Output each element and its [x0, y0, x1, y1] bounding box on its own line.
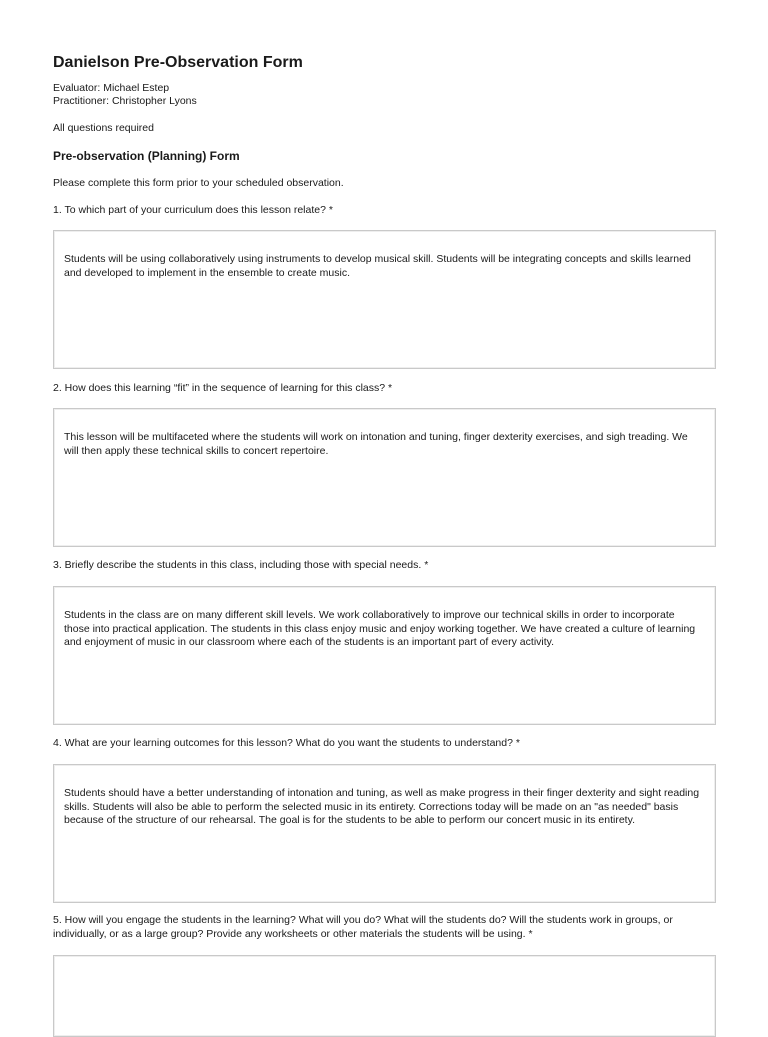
instructions: Please complete this form prior to your scheduled observation.: [53, 177, 344, 189]
question-3-answer: Students in the class are on many different skill levels. We work collaboratively to improve our technical skills in order to incorporate those into practical application. The students in this class enjoy music and enjoy working together. We have created a culture of learning and enjoyment of music in our classroom where each of the students is an important part of every activity.: [64, 609, 696, 649]
question-4-answer-box[interactable]: [53, 764, 716, 903]
question-5-answer-box[interactable]: [53, 955, 716, 1037]
section-title: Pre-observation (Planning) Form: [53, 149, 240, 163]
question-4-answer: Students should have a better understanding of intonation and tuning, as well as make progress in their finger dexterity and sight reading skills. Students will also be able to perform the selected music in its entirety. Corrections today will be made on an "as needed" basis because of the structure of our rehearsal. The goal is for the students to be able to perform our concert music in its entirety.: [64, 787, 700, 827]
question-2-label: 2. How does this learning “fit” in the sequence of learning for this class? *: [53, 382, 393, 394]
question-2-answer-box[interactable]: [53, 408, 716, 547]
question-3-label: 3. Briefly describe the students in this class, including those with special needs. *: [53, 559, 429, 571]
question-4-label: 4. What are your learning outcomes for this lesson? What do you want the students to understand? *: [53, 737, 520, 749]
form-title: Danielson Pre-Observation Form: [53, 54, 303, 71]
question-1-label: 1. To which part of your curriculum does this lesson relate? *: [53, 204, 333, 216]
question-5-label: 5. How will you engage the students in the learning? What will you do? What will the students do? Will the students work in groups, or individually, or as a large group? Provide any worksheets or other materials the students will be using. *: [53, 914, 673, 940]
question-1-answer: Students will be using collaboratively using instruments to develop musical skill. Students will be integrating concepts and skills learned and developed to implement in the ensemble to create music.: [64, 253, 691, 279]
practitioner-line: Practitioner: Christopher Lyons: [53, 95, 197, 107]
question-1-answer-box[interactable]: [53, 230, 716, 369]
required-note: All questions required: [53, 122, 154, 134]
question-2-answer: This lesson will be multifaceted where the students will work on intonation and tuning, finger dexterity exercises, and sigh treading. We will then apply these technical skills to concert repertoire.: [64, 431, 688, 457]
question-3-answer-box[interactable]: [53, 586, 716, 725]
evaluator-line: Evaluator: Michael Estep: [53, 82, 170, 94]
